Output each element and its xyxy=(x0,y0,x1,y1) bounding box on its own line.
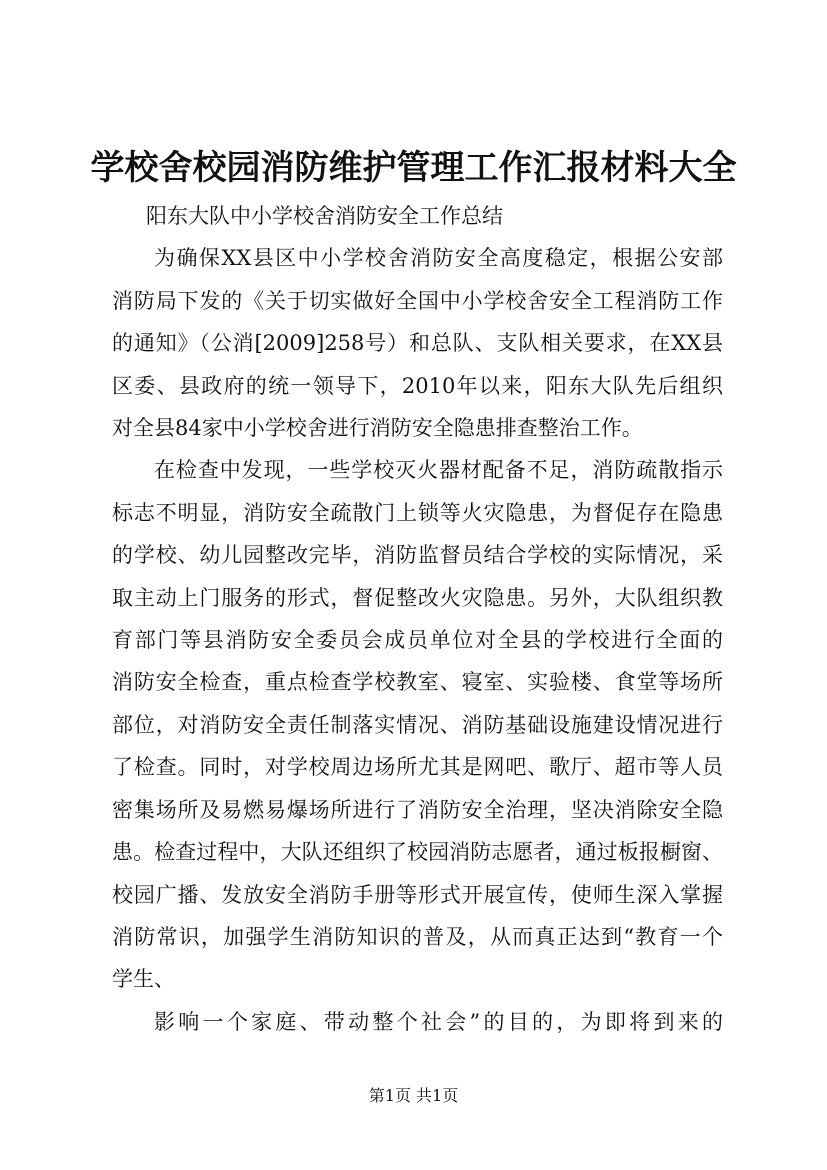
paragraph-line: 的通知》（公消[2009]258号）和总队、支队相关要求，在XX县 xyxy=(112,331,723,356)
paragraph-line: 校园广播、发放安全消防手册等形式开展宣传，使师生深入掌握 xyxy=(112,882,723,907)
paragraph-line: 取主动上门服务的形式，督促整改火灾隐患。另外，大队组织教 xyxy=(112,585,723,610)
paragraph-3 xyxy=(112,1001,723,1043)
paragraph-1 xyxy=(112,237,723,449)
paragraph-line: 影响一个家庭、带动整个社会”的目的，为即将到来的 xyxy=(154,1009,723,1034)
paragraph-line: 区委、县政府的统一领导下，2010年以来，阳东大队先后组织 xyxy=(112,373,723,398)
paragraph-line: 的学校、幼儿园整改完毕，消防监督员结合学校的实际情况，采 xyxy=(112,543,723,568)
paragraph-line: 标志不明显，消防安全疏散门上锁等火灾隐患，为督促存在隐患 xyxy=(112,500,723,525)
paragraph-line: 学生、 xyxy=(112,967,175,992)
paragraph-line: 消防常识，加强学生消防知识的普及，从而真正达到“教育一个 xyxy=(112,924,723,949)
paragraph-line: 对全县84家中小学校舍进行消防安全隐患排查整治工作。 xyxy=(112,416,643,441)
paragraph-line: 消防局下发的《关于切实做好全国中小学校舍安全工程消防工作 xyxy=(112,288,723,313)
paragraph-line: 为确保XX县区中小学校舍消防安全高度稳定，根据公安部 xyxy=(154,246,723,271)
paragraph-line: 在检查中发现，一些学校灭火器材配备不足，消防疏散指示 xyxy=(154,458,723,483)
paragraph-line: 密集场所及易燃易爆场所进行了消防安全治理，坚决消除安全隐 xyxy=(112,797,723,822)
document-title: 学校舍校园消防维护管理工作汇报材料大全 xyxy=(90,148,737,188)
paragraph-line: 患。检查过程中，大队还组织了校园消防志愿者，通过板报橱窗、 xyxy=(112,840,723,865)
paragraph-2 xyxy=(112,449,723,1000)
paragraph-line: 育部门等县消防安全委员会成员单位对全县的学校进行全面的 xyxy=(112,628,723,653)
document-subtitle: 阳东大队中小学校舍消防安全工作总结 xyxy=(146,204,503,228)
page-footer: 第1页 共1页 xyxy=(368,1086,459,1105)
document-body xyxy=(112,195,723,1043)
paragraph-line: 了检查。同时，对学校周边场所尤其是网吧、歌厅、超市等人员 xyxy=(112,755,723,780)
paragraph-line: 消防安全检查，重点检查学校教室、寝室、实验楼、食堂等场所 xyxy=(112,670,723,695)
paragraph-line: 部位，对消防安全责任制落实情况、消防基础设施建设情况进行 xyxy=(112,712,723,737)
